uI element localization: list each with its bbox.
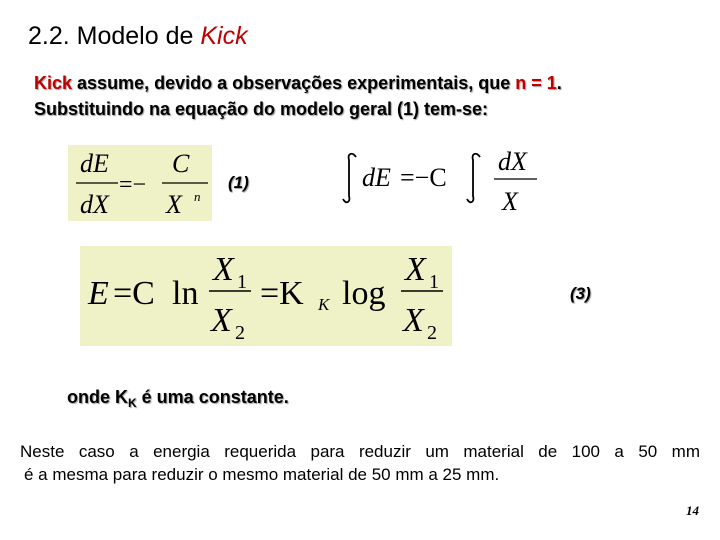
eq3-sub-2b: 2 bbox=[427, 322, 437, 344]
conclusion-line-2: é a mesma para reduzir o mesmo material de 50 mm a 25 mm. bbox=[24, 465, 500, 484]
eq3-X-den-2: X bbox=[403, 302, 424, 339]
onde-suffix: é uma constante. bbox=[136, 387, 289, 407]
intro-line-2: Substituindo na equação do modelo geral (1) tem-se: bbox=[34, 99, 489, 119]
eq3-ln: ln bbox=[172, 275, 199, 312]
eq1-dE: dE bbox=[80, 149, 109, 178]
title-highlight: Kick bbox=[200, 22, 248, 50]
eq1-C: C bbox=[172, 149, 190, 178]
intro-text-a: assume, devido a observações experimentais, que bbox=[72, 73, 516, 93]
eq3-E: E bbox=[88, 275, 109, 312]
intro-paragraph bbox=[34, 70, 562, 122]
equation-1 bbox=[68, 145, 218, 225]
eq2-dX: dX bbox=[498, 147, 527, 176]
eq3-X-den-1: X bbox=[211, 302, 232, 339]
equation-3-label: (3) bbox=[570, 284, 591, 303]
eq3-sub-2a: 2 bbox=[235, 322, 245, 344]
eq1-dX: dX bbox=[80, 190, 109, 219]
equation-2 bbox=[340, 145, 550, 220]
eq2-X: X bbox=[502, 187, 518, 216]
title-prefix: 2.2. Modelo de bbox=[28, 22, 201, 50]
intro-kick: Kick bbox=[34, 73, 73, 93]
eq2-equals-minus-C: =−C bbox=[400, 163, 447, 192]
slide-title bbox=[28, 22, 248, 51]
conclusion-paragraph bbox=[20, 440, 700, 486]
onde-statement bbox=[67, 387, 289, 410]
eq3-log: log bbox=[342, 275, 386, 312]
eq3-equals-C: =C bbox=[113, 275, 155, 312]
eq1-equals-minus: =− bbox=[119, 172, 147, 198]
intro-n-value: n = 1 bbox=[515, 73, 557, 93]
intro-line-1 bbox=[34, 70, 562, 96]
eq1-X: X bbox=[166, 190, 182, 219]
eq3-sub-K: K bbox=[318, 295, 330, 314]
eq3-X-num-1: X bbox=[213, 251, 234, 288]
eq3-equals-K: =K bbox=[260, 275, 304, 312]
equation-1-label: (1) bbox=[228, 173, 249, 192]
eq2-integral-sign-1 bbox=[343, 154, 356, 203]
eq2-dE: dE bbox=[362, 163, 391, 192]
onde-subscript: K bbox=[128, 396, 137, 410]
eq3-sub-1b: 1 bbox=[429, 271, 439, 293]
eq1-exponent-n: n bbox=[194, 189, 201, 204]
intro-text-b: . bbox=[556, 73, 562, 93]
eq3-sub-1a: 1 bbox=[237, 271, 247, 293]
onde-prefix: onde K bbox=[67, 387, 128, 407]
equation-3 bbox=[80, 246, 452, 346]
eq3-X-num-2: X bbox=[405, 251, 426, 288]
conclusion-line-1: Neste caso a energia requerida para reduzir um material de 100 a 50 mm bbox=[20, 442, 700, 461]
eq2-integral-sign-2 bbox=[467, 154, 480, 203]
page-number: 14 bbox=[686, 503, 699, 518]
